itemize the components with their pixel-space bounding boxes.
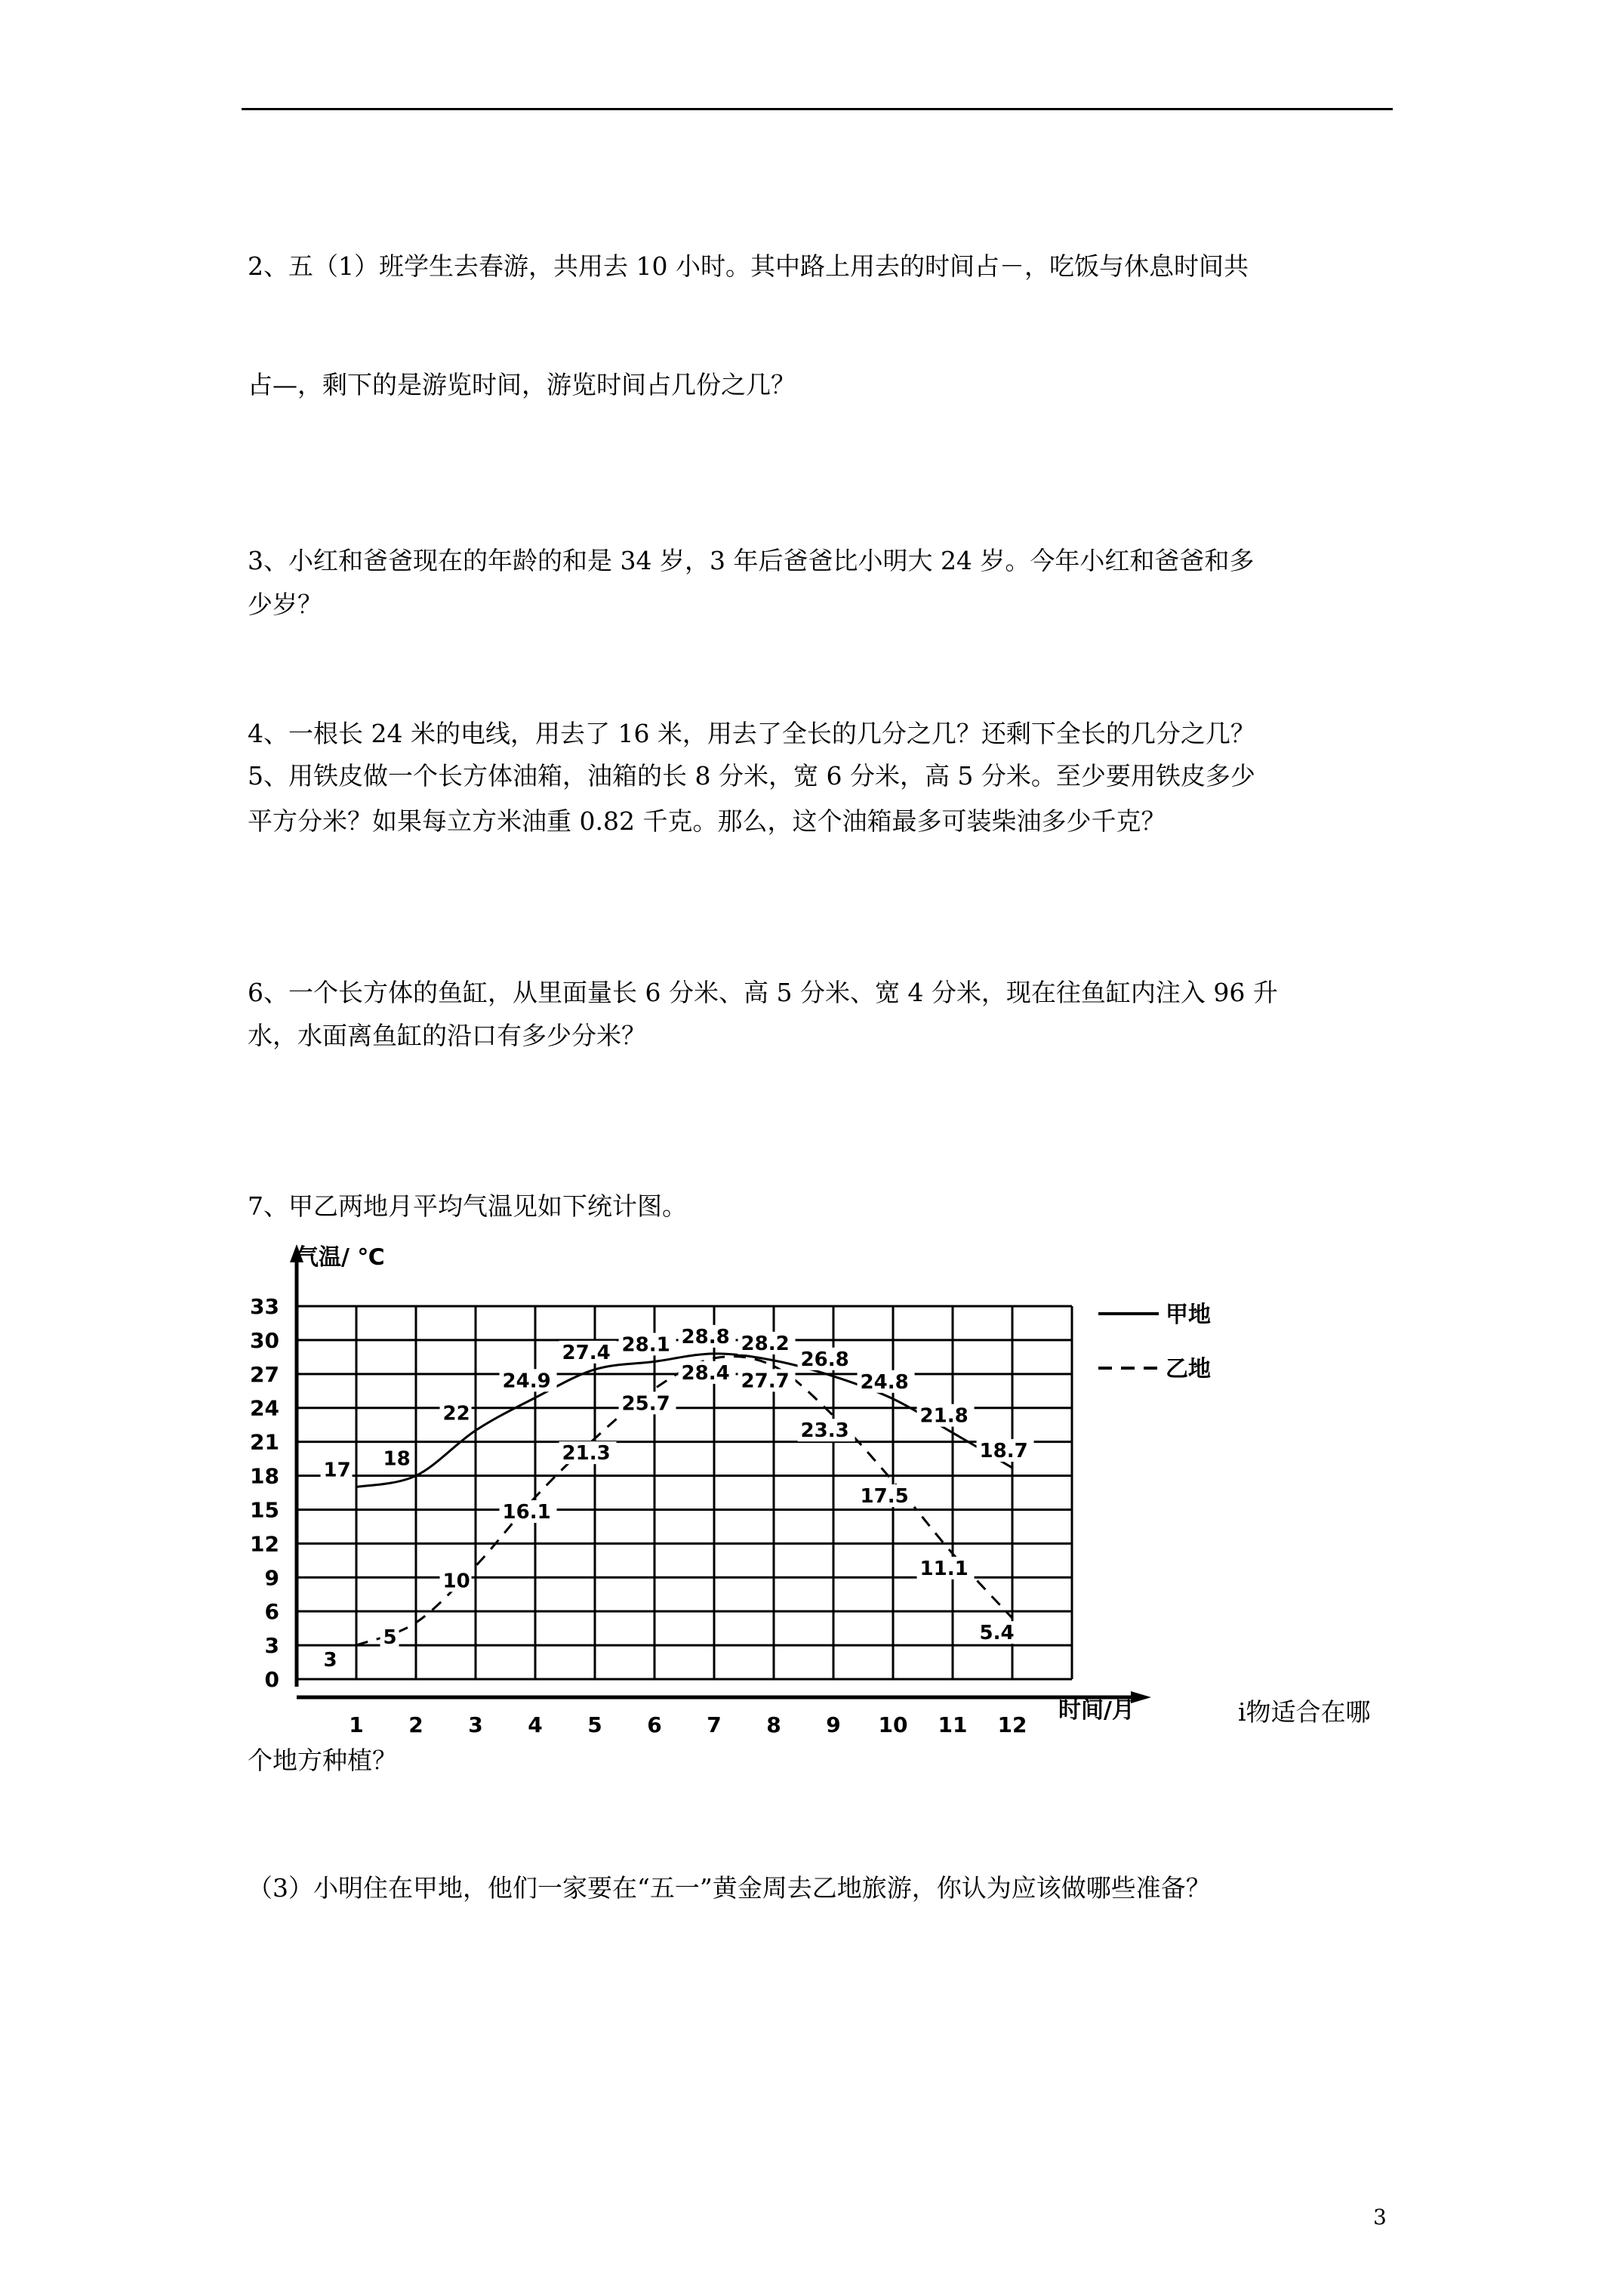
question-2-line-2: 占—，剩下的是游览时间，游览时间占几份之几？ <box>248 370 796 399</box>
data-label: 26.8 <box>800 1348 849 1371</box>
data-label: 28.1 <box>621 1333 670 1357</box>
data-label: 21.8 <box>919 1404 969 1428</box>
question-3-line-2: 少岁？ <box>248 590 322 619</box>
data-label: 22 <box>442 1402 470 1425</box>
x-tick-label: 1 <box>349 1712 364 1737</box>
data-label: 25.7 <box>621 1392 670 1416</box>
question-3-line-1: 3、小红和爸爸现在的年龄的和是 34 岁，3 年后爸爸比小明大 24 岁。今年小红和爸爸和多 <box>248 546 1255 575</box>
temperature-chart <box>242 1238 1211 1737</box>
y-tick-label: 24 <box>250 1395 279 1421</box>
x-tick-label: 10 <box>878 1712 908 1737</box>
data-label: 28.4 <box>681 1361 730 1385</box>
question-4-line-1: 4、一根长 24 米的电线，用去了 16 米，用去了全长的几分之几？还剩下全长的几分之几？ <box>248 719 1255 748</box>
data-label: 18.7 <box>979 1440 1028 1463</box>
y-axis-label: 气温/ ℃ <box>296 1244 385 1271</box>
data-label: 17 <box>323 1459 351 1482</box>
data-label: 11.1 <box>919 1557 969 1580</box>
data-label: 27.4 <box>562 1341 611 1364</box>
question-7-intro: 7、甲乙两地月平均气温见如下统计图。 <box>248 1191 687 1221</box>
question-7-fragment: i物适合在哪 <box>1238 1697 1371 1727</box>
x-axis-label: 时间/月 <box>1058 1697 1135 1724</box>
x-tick-label: 3 <box>468 1712 483 1737</box>
x-tick-label: 11 <box>938 1712 968 1737</box>
question-6-line-2: 水，水面离鱼缸的沿口有多少分米？ <box>248 1021 646 1050</box>
x-tick-label: 12 <box>997 1712 1027 1737</box>
y-tick-label: 12 <box>250 1531 279 1557</box>
y-tick-label: 21 <box>250 1429 279 1455</box>
question-7-line-2: 个地方种植？ <box>248 1746 397 1775</box>
x-tick-label: 2 <box>408 1712 423 1737</box>
data-label: 18 <box>383 1447 411 1471</box>
data-label: 17.5 <box>860 1485 909 1509</box>
data-label: 23.3 <box>800 1419 849 1443</box>
x-tick-label: 4 <box>528 1712 543 1737</box>
data-label: 27.7 <box>741 1370 790 1393</box>
y-tick-label: 27 <box>250 1361 279 1387</box>
x-tick-label: 7 <box>707 1712 722 1737</box>
data-label: 24.8 <box>860 1370 909 1394</box>
data-label: 5.4 <box>979 1622 1015 1645</box>
x-tick-label: 6 <box>647 1712 662 1737</box>
legend <box>1098 1302 1211 1382</box>
y-tick-label: 18 <box>250 1463 279 1489</box>
x-tick-label: 8 <box>766 1712 781 1737</box>
data-label: 10 <box>442 1570 470 1593</box>
question-5-line-2: 平方分米？如果每立方米油重 0.82 千克。那么，这个油箱最多可装柴油多少千克？ <box>248 806 1166 836</box>
y-tick-label: 3 <box>264 1633 279 1659</box>
header-rule <box>242 108 1393 110</box>
data-label: 24.9 <box>502 1370 551 1393</box>
question-2-line-1: 2、五（1）班学生去春游，共用去 10 小时。其中路上用去的时间占－，吃饭与休息时间共 <box>248 251 1249 281</box>
x-tick-label: 5 <box>587 1712 602 1737</box>
data-label: 21.3 <box>562 1442 611 1465</box>
y-tick-label: 33 <box>250 1294 279 1319</box>
data-label: 3 <box>323 1649 337 1672</box>
question-5-line-1: 5、用铁皮做一个长方体油箱，油箱的长 8 分米，宽 6 分米，高 5 分米。至少要用铁皮多少 <box>248 761 1255 791</box>
data-label: 28.8 <box>681 1325 730 1348</box>
y-tick-label: 30 <box>250 1327 279 1353</box>
x-tick-label: 9 <box>826 1712 841 1737</box>
data-label: 5 <box>383 1626 397 1650</box>
y-tick-label: 0 <box>264 1667 279 1692</box>
legend-label: 乙地 <box>1166 1356 1211 1382</box>
data-labels <box>321 1325 1034 1672</box>
y-tick-labels <box>250 1294 279 1692</box>
y-tick-label: 9 <box>264 1565 279 1591</box>
page-number: 3 <box>1373 2205 1387 2230</box>
question-7-sub-3: （3）小明住在甲地，他们一家要在“五一”黄金周去乙地旅游，你认为应该做哪些准备？ <box>248 1873 1211 1903</box>
legend-label: 甲地 <box>1166 1302 1211 1328</box>
question-6-line-1: 6、一个长方体的鱼缸，从里面量长 6 分米、高 5 分米、宽 4 分米，现在往鱼缸内注入 96 升 <box>248 978 1278 1007</box>
y-tick-label: 6 <box>264 1599 279 1625</box>
x-tick-labels <box>349 1712 1027 1737</box>
data-label: 16.1 <box>502 1500 551 1524</box>
data-label: 28.2 <box>741 1332 790 1355</box>
y-tick-label: 15 <box>250 1497 279 1523</box>
